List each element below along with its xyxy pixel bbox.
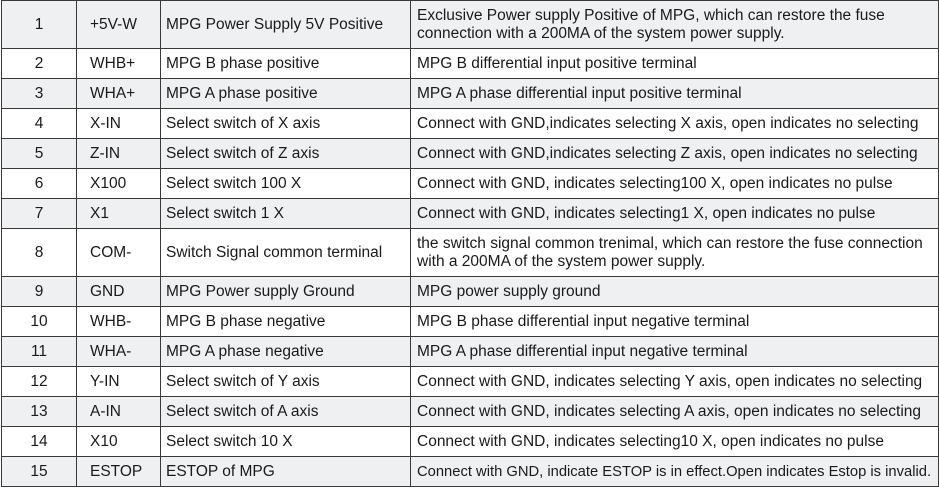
pin-number: 6 — [2, 169, 77, 199]
function-name: Select switch 10 X — [161, 427, 411, 457]
pin-number: 3 — [2, 79, 77, 109]
signal-name: GND — [77, 277, 161, 307]
table-row — [2, 397, 939, 427]
pin-number: 13 — [2, 397, 77, 427]
function-description: Connect with GND, indicates selecting Y axis, open indicates no selecting — [411, 367, 939, 397]
function-description: Connect with GND, indicates selecting100 X, open indicates no pulse — [411, 169, 939, 199]
pin-number: 8 — [2, 229, 77, 277]
function-name: Select switch 100 X — [161, 169, 411, 199]
function-description: MPG A phase differential input negative terminal — [411, 337, 939, 367]
table-row — [2, 169, 939, 199]
pin-number: 10 — [2, 307, 77, 337]
table-row — [2, 277, 939, 307]
function-description: Connect with GND,indicates selecting Z axis, open indicates no selecting — [411, 139, 939, 169]
function-description: Exclusive Power supply Positive of MPG, which can restore the fuse connection with a 200MA of the system power supply. — [411, 1, 939, 49]
signal-name: X100 — [77, 169, 161, 199]
table-row — [2, 109, 939, 139]
table-row — [2, 1, 939, 49]
signal-name: COM- — [77, 229, 161, 277]
pin-number: 2 — [2, 49, 77, 79]
function-description: MPG B differential input positive terminal — [411, 49, 939, 79]
function-description: MPG power supply ground — [411, 277, 939, 307]
signal-name: WHB- — [77, 307, 161, 337]
function-description: Connect with GND, indicates selecting10 X, open indicates no pulse — [411, 427, 939, 457]
function-name: Select switch of Z axis — [161, 139, 411, 169]
function-description: MPG B phase differential input negative terminal — [411, 307, 939, 337]
table-body — [2, 1, 939, 487]
signal-name: WHA+ — [77, 79, 161, 109]
signal-name: +5V-W — [77, 1, 161, 49]
function-name: MPG Power Supply 5V Positive — [161, 1, 411, 49]
function-name: ESTOP of MPG — [161, 457, 411, 487]
table-row — [2, 457, 939, 487]
pin-number: 15 — [2, 457, 77, 487]
pin-number: 14 — [2, 427, 77, 457]
table-row — [2, 79, 939, 109]
function-name: Select switch of Y axis — [161, 367, 411, 397]
function-name: MPG A phase negative — [161, 337, 411, 367]
table-row — [2, 307, 939, 337]
function-name: MPG B phase negative — [161, 307, 411, 337]
function-name: Select switch of X axis — [161, 109, 411, 139]
function-description: Connect with GND, indicates selecting A axis, open indicates no selecting — [411, 397, 939, 427]
signal-name: X10 — [77, 427, 161, 457]
function-name: MPG Power supply Ground — [161, 277, 411, 307]
function-name: MPG B phase positive — [161, 49, 411, 79]
table-row — [2, 229, 939, 277]
function-description: Connect with GND, indicates selecting1 X, open indicates no pulse — [411, 199, 939, 229]
pin-number: 4 — [2, 109, 77, 139]
signal-name: Y-IN — [77, 367, 161, 397]
signal-name: ESTOP — [77, 457, 161, 487]
function-description: Connect with GND, indicate ESTOP is in effect.Open indicates Estop is invalid. — [411, 457, 939, 487]
signal-name: A-IN — [77, 397, 161, 427]
signal-name: X-IN — [77, 109, 161, 139]
function-description: MPG A phase differential input positive terminal — [411, 79, 939, 109]
function-description: the switch signal common trenimal, which can restore the fuse connection with a 200MA of the system power supply. — [411, 229, 939, 277]
function-name: MPG A phase positive — [161, 79, 411, 109]
function-name: Select switch of A axis — [161, 397, 411, 427]
pin-number: 5 — [2, 139, 77, 169]
pin-number: 11 — [2, 337, 77, 367]
table-row — [2, 367, 939, 397]
table-row — [2, 139, 939, 169]
signal-name: X1 — [77, 199, 161, 229]
table-row — [2, 49, 939, 79]
table-row — [2, 199, 939, 229]
pin-number: 1 — [2, 1, 77, 49]
signal-name: WHB+ — [77, 49, 161, 79]
signal-name: WHA- — [77, 337, 161, 367]
table-row — [2, 427, 939, 457]
pin-number: 12 — [2, 367, 77, 397]
function-name: Switch Signal common terminal — [161, 229, 411, 277]
pin-definition-table — [1, 0, 939, 487]
table-row — [2, 337, 939, 367]
pin-number: 9 — [2, 277, 77, 307]
pin-number: 7 — [2, 199, 77, 229]
function-name: Select switch 1 X — [161, 199, 411, 229]
function-description: Connect with GND,indicates selecting X axis, open indicates no selecting — [411, 109, 939, 139]
signal-name: Z-IN — [77, 139, 161, 169]
